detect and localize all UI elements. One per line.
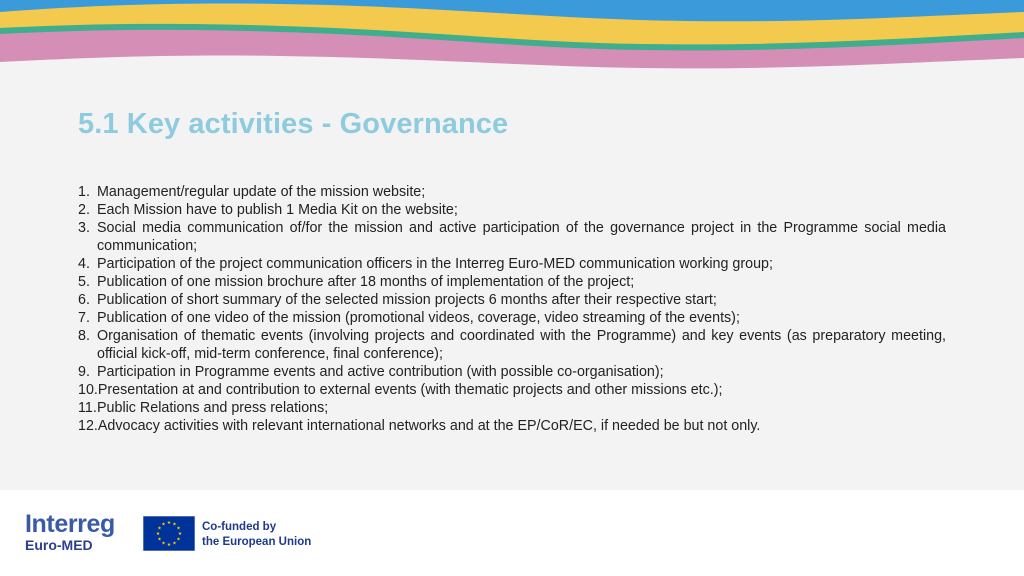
- item-text: Advocacy activities with relevant international networks and at the EP/CoR/EC, if needed be but not only.: [97, 418, 761, 434]
- item-number: 12.: [78, 418, 98, 434]
- item-number: 6.: [78, 292, 90, 308]
- list-item: [78, 417, 946, 435]
- eu-flag-icon: [143, 516, 195, 551]
- item-text: Publication of one video of the mission (promotional videos, coverage, video streaming of the events);: [97, 310, 740, 326]
- list-item: [78, 273, 946, 291]
- slide-title: 5.1 Key activities - Governance: [78, 108, 509, 140]
- item-text: Publication of one mission brochure after 18 months of implementation of the project;: [97, 274, 635, 290]
- list-item: [78, 327, 946, 363]
- item-text: Social media communication of/for the mission and active participation of the governance project in the Programme social media communication;: [97, 220, 946, 254]
- item-number: 7.: [78, 310, 90, 326]
- item-number: 4.: [78, 256, 90, 272]
- list-item: [78, 291, 946, 309]
- list-item: [78, 183, 946, 201]
- item-number: 9.: [78, 364, 90, 380]
- decorative-waves: [0, 0, 1024, 80]
- item-text: Each Mission have to publish 1 Media Kit on the website;: [97, 202, 458, 218]
- item-number: 1.: [78, 184, 90, 200]
- list-item: [78, 255, 946, 273]
- list-item: [78, 363, 946, 381]
- item-number: 2.: [78, 202, 90, 218]
- item-text: Publication of short summary of the selected mission projects 6 months after their respective start;: [97, 292, 717, 308]
- eu-cofunded-text: [202, 520, 311, 550]
- list-item: [78, 309, 946, 327]
- item-number: 5.: [78, 274, 90, 290]
- item-text: Management/regular update of the mission website;: [97, 184, 426, 200]
- item-text: Participation in Programme events and active contribution (with possible co-organisation);: [97, 364, 664, 380]
- activity-list: [78, 183, 946, 435]
- list-item: [78, 381, 946, 399]
- footer: [0, 490, 1024, 576]
- item-text: Organisation of thematic events (involving projects and coordinated with the Programme) and key events (as preparatory meeting, official kick-off, mid-term conference, final conference);: [97, 328, 946, 362]
- item-number: 8.: [78, 328, 90, 344]
- item-number: 3.: [78, 220, 90, 236]
- interreg-logo: [25, 510, 133, 554]
- interreg-logo-text: Interreg: [25, 510, 115, 538]
- item-number: 11.: [78, 400, 97, 416]
- eu-text-line1: Co-funded by: [202, 521, 277, 533]
- item-number: 10.: [78, 382, 98, 398]
- program-name: Euro-MED: [25, 537, 93, 553]
- item-text: Presentation at and contribution to external events (with thematic projects and other missions etc.);: [97, 382, 723, 398]
- eu-text-line2: the European Union: [202, 536, 312, 548]
- list-item: [78, 201, 946, 219]
- list-item: [78, 219, 946, 255]
- item-text: Participation of the project communication officers in the Interreg Euro-MED communication working group;: [97, 256, 773, 272]
- item-text: Public Relations and press relations;: [97, 400, 329, 416]
- list-item: [78, 399, 946, 417]
